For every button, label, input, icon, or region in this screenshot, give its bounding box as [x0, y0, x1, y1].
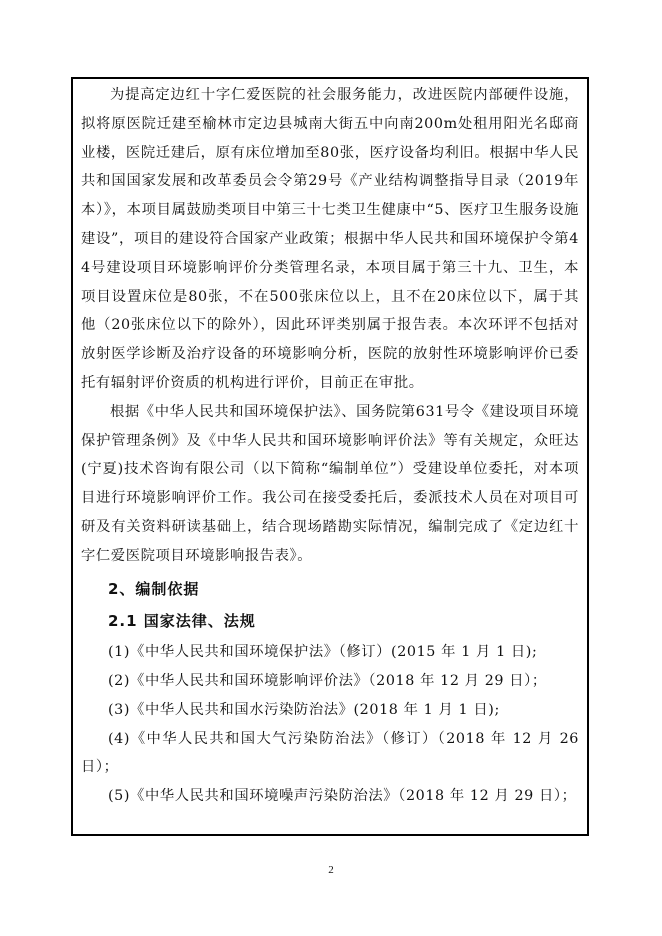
law-item: (2)《中华人民共和国环境影响评价法》（2018 年 12 月 29 日）；	[108, 672, 547, 689]
paragraph-commission: 根据《中华人民共和国环境保护法》、国务院第631号令《建设项目环境保护管理条例》及《中华人民共和国环境影响评价法》等有关规定，众旺达(宁夏)技术咨询有限公司（以下简称“编制单位”）受建设单位委托，对本项目进行环境影响评价工作。我公司在接受委托后，委派技术人员在对项目可研及有关资料研读基础上，结合现场踏勘实际情况，编制完成了《定边红十字仁爱医院项目环境影响报告表》。	[81, 403, 579, 564]
law-item: (1)《中华人民共和国环境保护法》（修订）(2015 年 1 月 1 日);	[108, 644, 538, 661]
law-item: (5)《中华人民共和国环境噪声污染防治法》（2018 年 12 月 29 日）；	[108, 788, 577, 805]
document-frame	[71, 77, 589, 836]
subsection-heading: 2.1 国家法律、法规	[108, 612, 256, 631]
paragraph-project-background: 为提高定边红十字仁爱医院的社会服务能力，改进医院内部硬件设施，拟将原医院迁建至榆林市定边县城南大街五中向南200m处租用阳光名邸商业楼，医院迁建后，原有床位增加至80张，医疗设备均利旧。根据中华人民共和国国家发展和改革委员会令第29号《产业结构调整指导目录（2019年本）》，本项目属鼓励类项目中第三十七类卫生健康中“5、医疗卫生服务设施建设”，项目的建设符合国家产业政策；根据中华人民共和国环境保护令第44号建设项目环境影响评价分类管理名录，本项目属于第三十九、卫生，本项目设置床位是80张，不在500张床位以上，且不在20床位以下，属于其他（20张床位以下的除外），因此环评类别属于报告表。本次环评不包括对放射医学诊断及治疗设备的环境影响分析，医院的放射性环境影响评价已委托有辐射评价资质的机构进行评价，目前正在审批。	[81, 87, 579, 391]
document-content	[81, 81, 579, 811]
section-heading: 2、编制依据	[108, 579, 200, 598]
law-item: (3)《中华人民共和国水污染防治法》(2018 年 1 月 1 日);	[108, 701, 500, 718]
law-item: (4)《中华人民共和国大气污染防治法》（修订）（2018 年 12 月 26 日）；	[81, 730, 579, 776]
page-number: 2	[328, 864, 334, 876]
